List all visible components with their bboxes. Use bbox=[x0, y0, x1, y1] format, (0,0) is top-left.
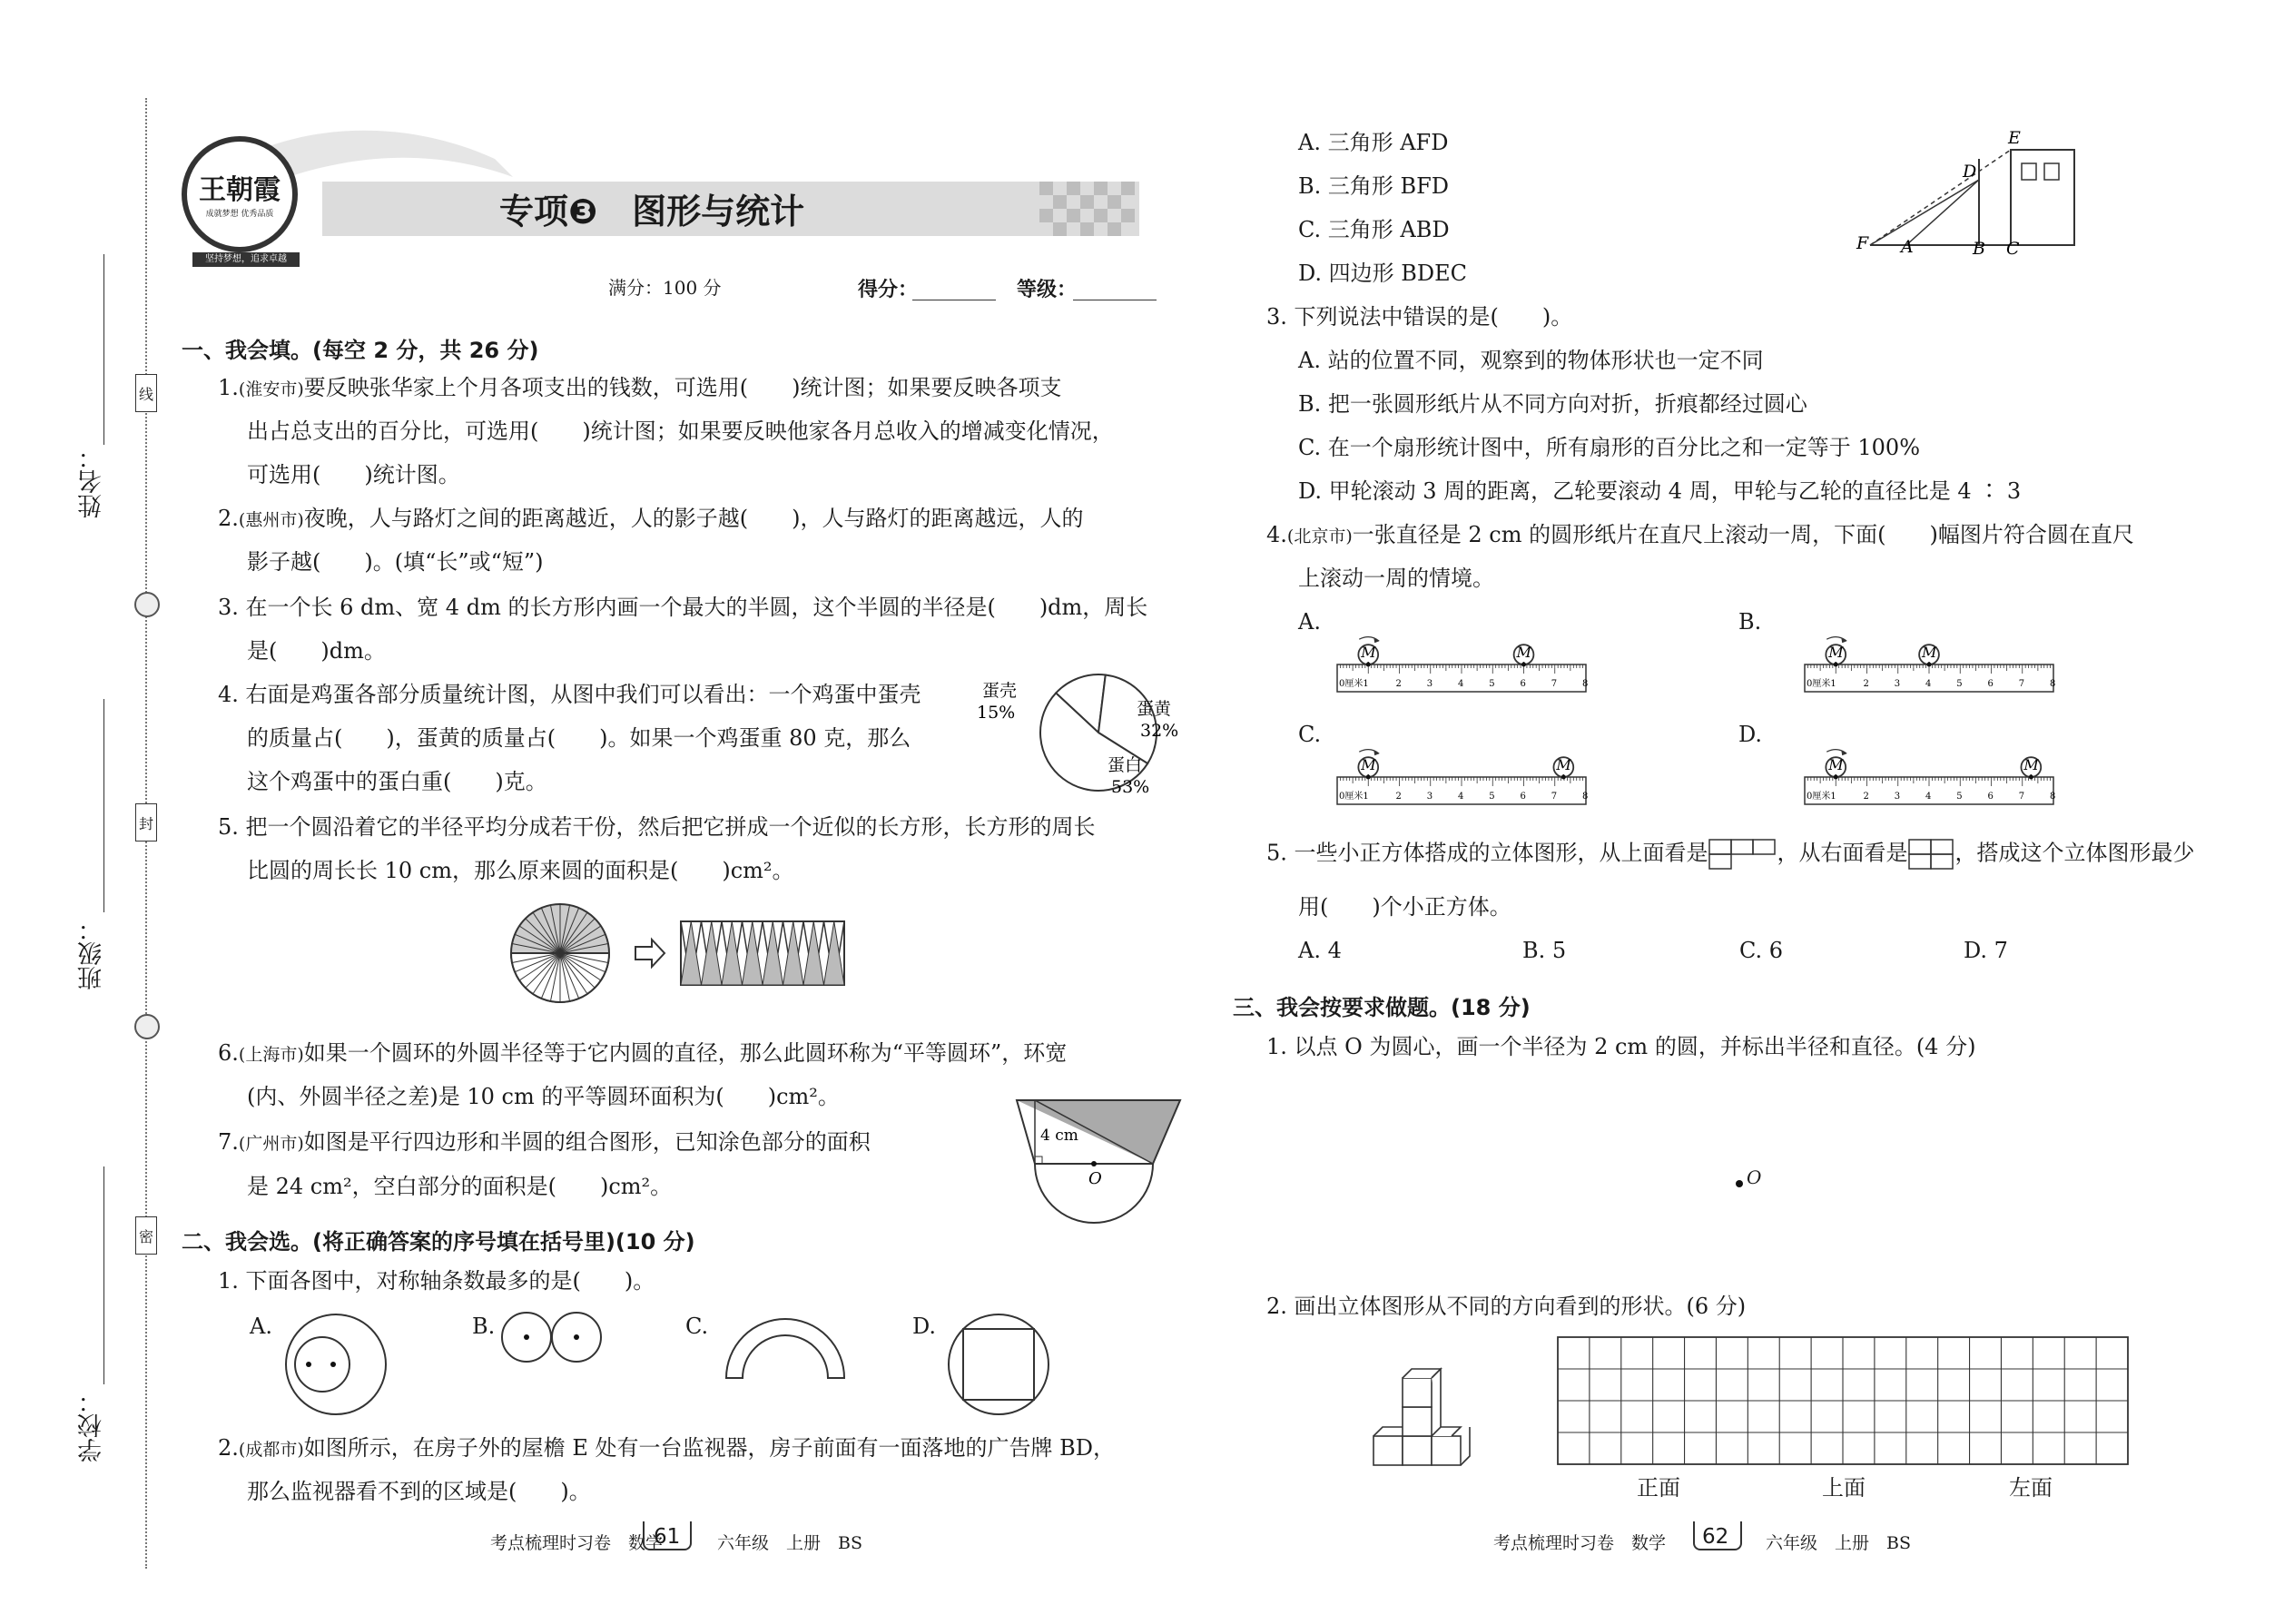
seal-char-mi: 密 bbox=[135, 1216, 157, 1255]
ruler-tick-label: 7 bbox=[2018, 792, 2025, 802]
ruler-tick-label: 4 bbox=[1458, 679, 1464, 689]
point-m-label: M bbox=[1828, 644, 1844, 661]
circle-to-rectangle-figure bbox=[504, 903, 885, 1003]
class-label: 班级： bbox=[78, 917, 106, 990]
ruler-tick-label: 5 bbox=[1489, 792, 1495, 802]
arrow-right-icon bbox=[635, 940, 665, 967]
ruler-tick-label: 6 bbox=[1987, 792, 1994, 802]
score-label: 得分： bbox=[858, 279, 919, 301]
house-label-e: E bbox=[2008, 128, 2021, 148]
house-label-b: B bbox=[1973, 239, 1985, 259]
ruler-opt-d[interactable]: D. bbox=[1738, 722, 1763, 747]
ruler-tick-label: 4 bbox=[1925, 679, 1932, 689]
q2-city: (惠州市) bbox=[238, 510, 304, 530]
ruler-tick-label: 5 bbox=[1956, 679, 1963, 689]
s2-q3-opt-b[interactable]: B. 把一张圆形纸片从不同方向对折，折痕都经过圆心 bbox=[1298, 391, 1807, 417]
q2-line2: 影子越( )。(填“长”或“短”) bbox=[247, 549, 544, 575]
q2-line1: 2.(惠州市)夜晚，人与路灯之间的距离越近，人的影子越( )，人与路灯的距离越远，人的 bbox=[218, 506, 1084, 531]
point-m-label: M bbox=[2023, 756, 2039, 773]
ruler-tick-label: 3 bbox=[1426, 792, 1433, 802]
s2-q3-opt-c[interactable]: C. 在一个扇形统计图中，所有扇形的百分比之和一定等于 100% bbox=[1298, 435, 1921, 460]
s2-q1-opt-b[interactable]: B. bbox=[472, 1314, 496, 1339]
q7-line2: 是 24 cm²，空白部分的面积是( )cm²。 bbox=[247, 1174, 673, 1199]
seal-char-xian: 线 bbox=[135, 374, 157, 412]
point-m-label: M bbox=[1516, 644, 1531, 661]
s2-q5-opt-d[interactable]: D. 7 bbox=[1964, 938, 2008, 963]
cube-stack-figure bbox=[1366, 1362, 1493, 1480]
q1-line3: 可选用( )统计图。 bbox=[247, 462, 460, 487]
pie-percent-label: 53% bbox=[1111, 777, 1150, 797]
s2-q2-opt-d[interactable]: D. 四边形 BDEC bbox=[1298, 261, 1468, 286]
s2-q5-line2: 用( )个小正方体。 bbox=[1298, 894, 1511, 920]
point-m-label: M bbox=[1361, 756, 1376, 773]
ruler-tick-label: 6 bbox=[1520, 792, 1526, 802]
ruler-opt-c[interactable]: C. bbox=[1298, 722, 1322, 747]
right-view-shape bbox=[1908, 839, 1955, 870]
full-score: 满分：100 分 bbox=[608, 277, 722, 299]
ruler-figure-d bbox=[1797, 712, 2061, 816]
binding-ornament-icon bbox=[134, 1014, 160, 1039]
s2-q2-line1: 2.(成都市)如图所示，在房子外的屋檐 E 处有一台监视器，房子前面有一面落地的广告牌 BD， bbox=[218, 1435, 1116, 1461]
s2-q3-opt-d[interactable]: D. 甲轮滚动 3 周的距离，乙轮要滚动 4 周，甲轮与乙轮的直径比是 4 ∶ 3 bbox=[1298, 478, 2022, 504]
q7-city: (广州市) bbox=[238, 1134, 304, 1154]
ruler-tick-label: 7 bbox=[2018, 679, 2025, 689]
q4-line3: 这个鸡蛋中的蛋白重( )克。 bbox=[247, 769, 547, 794]
q3-line2: 是( )dm。 bbox=[247, 638, 386, 664]
q1-city: (淮安市) bbox=[238, 379, 304, 399]
ruler-tick-label: 4 bbox=[1925, 792, 1932, 802]
ruler-tick-label: 7 bbox=[1551, 679, 1558, 689]
section3-heading: 三、我会按要求做题。(18 分) bbox=[1233, 995, 1531, 1020]
s2-q4-line1: 4.(北京市)一张直径是 2 cm 的圆形纸片在直尺上滚动一周，下面( )幅图片符合圆在直尺 bbox=[1266, 522, 2134, 547]
option-c-arch-figure bbox=[722, 1310, 849, 1383]
class-underline[interactable] bbox=[103, 699, 104, 912]
view-label-left: 左面 bbox=[2009, 1475, 2053, 1501]
point-m-label: M bbox=[1828, 756, 1844, 773]
footer-right-page-bracket bbox=[1693, 1521, 1742, 1550]
house-label-a: A bbox=[1901, 237, 1914, 257]
logo-ribbon: 坚持梦想，追求卓越 bbox=[192, 252, 300, 267]
s2-q2-opt-b[interactable]: B. 三角形 BFD bbox=[1298, 173, 1450, 199]
ruler-tick-label: 6 bbox=[1520, 679, 1526, 689]
ruler-tick-label: 2 bbox=[1863, 679, 1869, 689]
house-label-c: C bbox=[2006, 239, 2020, 259]
q7-line1: 7.(广州市)如图是平行四边形和半圆的组合图形，已知涂色部分的面积 bbox=[218, 1129, 871, 1155]
s2-q2-opt-c[interactable]: C. 三角形 ABD bbox=[1298, 217, 1450, 242]
s2-q3-opt-a[interactable]: A. 站的位置不同，观察到的物体形状也一定不同 bbox=[1298, 348, 1764, 373]
ruler-tick-label: 0厘米1 bbox=[1807, 792, 1836, 802]
ruler-tick-label: 0厘米1 bbox=[1339, 679, 1369, 689]
ruler-tick-label: 8 bbox=[2050, 679, 2056, 689]
ruler-tick-label: 6 bbox=[1987, 679, 1994, 689]
ruler-figure-a bbox=[1330, 599, 1593, 704]
footer-left-page-number: 61 bbox=[654, 1525, 681, 1549]
section1-heading: 一、我会填。(每空 2 分，共 26 分) bbox=[182, 338, 539, 363]
fig7-o-label: O bbox=[1088, 1169, 1102, 1188]
ruler-tick-label: 0厘米1 bbox=[1339, 792, 1369, 802]
ruler-tick-label: 7 bbox=[1551, 792, 1558, 802]
q1-line2: 出占总支出的百分比，可选用( )统计图；如果要反映他家各月总收入的增减变化情况， bbox=[247, 418, 1114, 444]
s2-q1: 1. 下面各图中，对称轴条数最多的是( )。 bbox=[218, 1268, 655, 1294]
s2-q4-city: (北京市) bbox=[1286, 527, 1353, 546]
drawing-grid[interactable] bbox=[1557, 1336, 2129, 1465]
school-underline[interactable] bbox=[103, 1166, 104, 1384]
section2-heading: 二、我会选。(将正确答案的序号填在括号里)(10 分) bbox=[182, 1229, 695, 1255]
point-m-label: M bbox=[1556, 756, 1571, 773]
house-label-f: F bbox=[1856, 233, 1869, 253]
grade-label: 等级： bbox=[1017, 279, 1078, 301]
s3-q1: 1. 以点 O 为圆心，画一个半径为 2 cm 的圆，并标出半径和直径。(4 分) bbox=[1266, 1034, 1976, 1059]
q6-city: (上海市) bbox=[238, 1045, 304, 1065]
s2-q1-opt-a[interactable]: A. bbox=[250, 1314, 272, 1339]
ruler-tick-label: 3 bbox=[1426, 679, 1433, 689]
house-billboard-figure bbox=[1852, 127, 2124, 263]
ruler-tick-label: 5 bbox=[1956, 792, 1963, 802]
option-b-two-circles-figure bbox=[499, 1310, 608, 1364]
ruler-tick-label: 0厘米1 bbox=[1807, 679, 1836, 689]
ruler-tick-label: 2 bbox=[1863, 792, 1869, 802]
footer-left-grade: 六年级 上册 BS bbox=[717, 1533, 862, 1553]
ruler-tick-label: 8 bbox=[1582, 792, 1589, 802]
ruler-figure-c bbox=[1330, 712, 1593, 816]
s2-q2-city: (成都市) bbox=[238, 1440, 304, 1460]
point-o-label: O bbox=[1747, 1166, 1762, 1188]
pie-category-label: 蛋白 bbox=[1108, 755, 1143, 775]
ruler-tick-label: 8 bbox=[2050, 792, 2056, 802]
s2-q5-opt-c[interactable]: C. 6 bbox=[1739, 938, 1784, 963]
footer-left-page-bracket bbox=[643, 1521, 692, 1550]
ruler-opt-a[interactable]: A. bbox=[1298, 609, 1321, 635]
parallelogram-semicircle-figure bbox=[1008, 1089, 1189, 1235]
egg-pie-chart bbox=[977, 667, 1179, 797]
school-label: 学校： bbox=[78, 1389, 106, 1462]
q6-line1: 6.(上海市)如果一个圆环的外圆半径等于它内圆的直径，那么此圆环称为“平等圆环”，环宽 bbox=[218, 1040, 1068, 1066]
logo-text: 王朝霞 bbox=[199, 174, 281, 206]
page-title: 专项❸ 图形与统计 bbox=[499, 192, 805, 231]
ruler-tick-label: 2 bbox=[1395, 792, 1402, 802]
view-label-top: 上面 bbox=[1822, 1475, 1866, 1501]
ruler-tick-label: 3 bbox=[1894, 679, 1901, 689]
footer-right-page-number: 62 bbox=[1702, 1525, 1729, 1549]
name-underline[interactable] bbox=[103, 254, 104, 445]
ruler-tick-label: 5 bbox=[1489, 679, 1495, 689]
q4-line2: 的质量占( )，蛋黄的质量占( )。如果一个鸡蛋重 80 克，那么 bbox=[247, 725, 911, 751]
pie-category-label: 蛋壳 bbox=[982, 681, 1018, 701]
option-d-circle-square-figure bbox=[944, 1310, 1053, 1419]
s2-q3: 3. 下列说法中错误的是( )。 bbox=[1266, 304, 1573, 330]
top-view-shape bbox=[1708, 839, 1777, 870]
s2-q2-opt-a[interactable]: A. 三角形 AFD bbox=[1298, 130, 1449, 155]
ruler-tick-label: 3 bbox=[1894, 792, 1901, 802]
q4-line1: 4. 右面是鸡蛋各部分质量统计图，从图中我们可以看出：一个鸡蛋中蛋壳 bbox=[218, 682, 921, 707]
ruler-tick-label: 8 bbox=[1582, 679, 1589, 689]
binding-ornament-icon bbox=[134, 592, 160, 617]
q5-line2: 比圆的周长长 10 cm，那么原来圆的面积是( )cm²。 bbox=[247, 858, 794, 883]
pie-category-label: 蛋黄 bbox=[1137, 699, 1172, 719]
s2-q1-opt-c[interactable]: C. bbox=[685, 1314, 709, 1339]
s2-q5-line1: 5. 一些小正方体搭成的立体图形，从上面看是 ，从右面看是 ，搭成这个立体图形最少 bbox=[1266, 839, 2195, 870]
seal-char-feng: 封 bbox=[135, 803, 157, 842]
q6-line2: (内、外圆半径之差)是 10 cm 的平等圆环面积为( )cm²。 bbox=[247, 1084, 840, 1109]
logo-badge bbox=[182, 136, 298, 252]
s2-q1-opt-d[interactable]: D. bbox=[912, 1314, 937, 1339]
s3-q2: 2. 画出立体图形从不同的方向看到的形状。(6 分) bbox=[1266, 1294, 1747, 1319]
point-m-label: M bbox=[1361, 644, 1376, 661]
s2-q2-line2: 那么监视器看不到的区域是( )。 bbox=[247, 1479, 591, 1504]
point-m-label: M bbox=[1922, 644, 1937, 661]
ruler-tick-label: 2 bbox=[1395, 679, 1402, 689]
logo-small-text: 成就梦想 优秀品质 bbox=[205, 210, 274, 219]
view-label-front: 正面 bbox=[1637, 1475, 1680, 1501]
ruler-figure-b bbox=[1797, 599, 2061, 704]
pie-percent-label: 32% bbox=[1140, 721, 1179, 741]
point-o-dot[interactable] bbox=[1736, 1180, 1743, 1187]
footer-left-text: 考点梳理时习卷 数学 bbox=[490, 1533, 664, 1553]
name-label: 姓名： bbox=[78, 445, 106, 518]
q1-line1: 1.(淮安市)要反映张华家上个月各项支出的钱数，可选用( )统计图；如果要反映各项支 bbox=[218, 375, 1062, 400]
footer-right-grade: 六年级 上册 BS bbox=[1766, 1533, 1911, 1553]
footer-right-text: 考点梳理时习卷 数学 bbox=[1493, 1533, 1667, 1553]
option-a-concentric-circles-figure bbox=[281, 1310, 390, 1419]
pie-percent-label: 15% bbox=[977, 703, 1016, 723]
house-label-d: D bbox=[1963, 162, 1977, 182]
q3-line1: 3. 在一个长 6 dm、宽 4 dm 的长方形内画一个最大的半圆，这个半圆的半径是( )dm，周长 bbox=[218, 595, 1148, 620]
q5-line1: 5. 把一个圆沿着它的半径平均分成若干份，然后把它拼成一个近似的长方形，长方形的周长 bbox=[218, 814, 1096, 840]
s2-q5-opt-a[interactable]: A. 4 bbox=[1298, 938, 1342, 963]
s2-q4-line2: 上滚动一周的情境。 bbox=[1298, 566, 1494, 591]
fig7-length-label: 4 cm bbox=[1040, 1127, 1078, 1145]
ruler-tick-label: 4 bbox=[1458, 792, 1464, 802]
ruler-opt-b[interactable]: B. bbox=[1738, 609, 1762, 635]
s2-q5-opt-b[interactable]: B. 5 bbox=[1522, 938, 1567, 963]
